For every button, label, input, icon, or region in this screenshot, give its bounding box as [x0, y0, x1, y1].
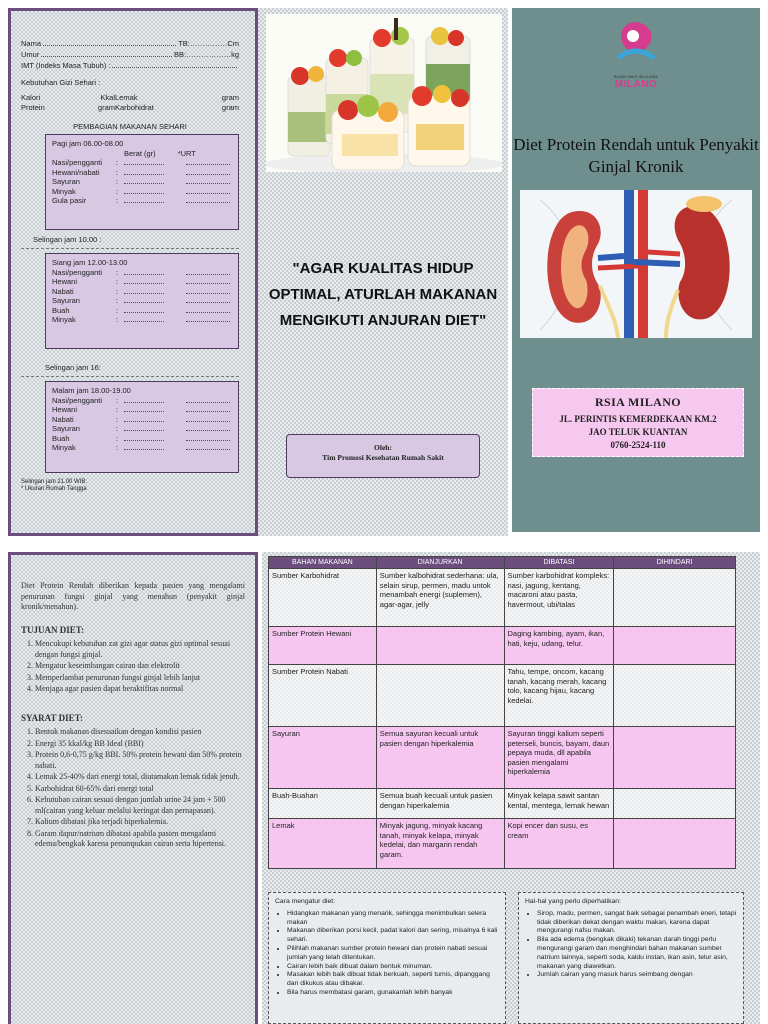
fill-line: [186, 169, 230, 175]
colon: :: [115, 277, 118, 286]
meal-title: Pagi jam 06.00-08.00: [52, 139, 124, 148]
fill-line: [124, 444, 164, 450]
team-name: Tim Promosi Kesehatan Rumah Sakit: [322, 453, 444, 462]
syarat-list: [21, 727, 245, 850]
logo-text: MILANO: [614, 79, 658, 90]
meal-item-label: Hewani: [52, 405, 78, 414]
fill-line: [186, 435, 230, 441]
colon: :: [115, 196, 118, 205]
kidney-illustration: [520, 190, 752, 338]
tujuan-item: 1. Mencukupi kebutuhan zat gizi agar status gizi optimal sesuai dengan fungsi ginjal.: [35, 639, 245, 660]
table-cell: Minyak jagung, minyak kacang tanah, minyak kelapa, minyak kedelai, dan margarin rendah garam.: [376, 819, 504, 869]
gizi-cell: Karbohidrat: [115, 103, 154, 112]
tujuan-title: TUJUAN DIET:: [21, 624, 85, 635]
table-cell: [614, 727, 736, 789]
fill-line: [124, 425, 164, 431]
gizi-row: [21, 103, 239, 112]
col-berat: Berat (gr): [124, 148, 156, 158]
table-cell: Semua buah kecuali untuk pasien dengan hiperkalemia: [376, 789, 504, 819]
meal-title: Malam jam 18.00-19.00: [52, 386, 131, 395]
oleh-label: Oleh:: [374, 443, 392, 452]
diet-tips-box: [268, 892, 506, 1024]
gizi-cell: Kkal: [100, 93, 115, 102]
meal-item: [52, 415, 232, 425]
field-label: IMT (Indeks Masa Tubuh) :: [21, 61, 111, 70]
meal-box-pagi: [45, 134, 239, 230]
syarat-item: 6. Kebutuhan cairan sesuai dengan jumlah urine 24 jam + 500 ml(cairan yang keluar melalui keringat dan pernapasan).: [35, 795, 245, 816]
fill-line: [186, 188, 230, 194]
table-cell: Sumber karbohidrat kompleks: nasi, jagung, kentang, macaroni atau pasta, havermout, ubi/talas: [504, 569, 614, 627]
colon: :: [115, 433, 118, 443]
meal-item: [52, 296, 232, 306]
meal-item-label: Buah: [52, 305, 70, 315]
fill-line: [186, 425, 230, 431]
motto-quote: "AGAR KUALITAS HIDUP OPTIMAL, ATURLAH MAKANAN MENGIKUTI ANJURAN DIET": [268, 260, 498, 329]
col-urt: *URT: [177, 148, 196, 158]
fill-line: [124, 159, 164, 165]
table-cell: Minyak kelapa sawit santan kental, mentega, lemak hewan: [504, 789, 614, 819]
tip-item: • Bila harus membatasi garam, gunakanlah lebih banyak: [287, 989, 499, 998]
gizi-table: [21, 93, 239, 112]
table-cell: [614, 627, 736, 665]
attention-item: • Jumlah cairan yang masuk harus seimbang dengan: [537, 971, 737, 980]
meal-item-label: Hewani/nabati: [52, 167, 100, 177]
table-cell: Semua sayuran kecuali untuk pasien dengan hiperkalemia: [376, 727, 504, 789]
fill-line: [186, 316, 230, 322]
meal-item: [52, 196, 232, 206]
colon: :: [115, 177, 118, 186]
gizi-cell: Protein: [21, 103, 45, 112]
fill-line: [124, 307, 164, 313]
fill-line: [186, 297, 230, 303]
meal-item: [52, 287, 232, 297]
fill-line: [124, 288, 164, 294]
meal-item: [52, 424, 232, 434]
table-cell: [614, 789, 736, 819]
meal-item-label: Gula pasir: [52, 196, 87, 205]
fill-line: [124, 406, 164, 412]
attention-item: • Bila ada edema (bengkak dikaki) tekanan darah tinggi perlu mengurangi garam dan menghindari bahan makanan sumber natrium lainnya, seperti soda, kaldu instan, ikan asin, telur asin, makanan yang diawetkan.: [537, 936, 737, 971]
table-cell: Buah-Buahan: [269, 789, 377, 819]
attention-box: [518, 892, 744, 1024]
meal-box-malam: [45, 381, 239, 473]
table-cell: [614, 569, 736, 627]
address-line-1: JL. PERINTIS KEMERDEKAAN KM.2: [559, 414, 717, 424]
meal-item: [52, 396, 232, 406]
fill-line: [186, 397, 230, 403]
syarat-item: 3. Protein 0,6-0,75 g/kg BBI. 50% protein hewani dan 50% protein nabati.: [35, 750, 245, 771]
meal-item: [52, 434, 232, 444]
patient-field: [21, 39, 239, 48]
milano-logo-icon: [608, 18, 664, 70]
meal-item-label: Buah: [52, 433, 70, 443]
colon: :: [115, 267, 118, 277]
table-cell: Sumber kalbohidrat sederhana: ula, selain sirup, permen, madu untok menambah energi (suplemen), agar-agar, jelly: [376, 569, 504, 627]
fill-line: [186, 159, 230, 165]
syarat-item: 5. Karbohidrat 60-65% dari energi total: [35, 784, 245, 795]
syarat-title: SYARAT DIET:: [21, 712, 83, 723]
selingan-1: Selingan jam 10.00 :: [33, 235, 102, 244]
attention-title: Hal-hal yang perlu diperhatikan:: [525, 898, 621, 905]
tips-title: Cara mengatur diet:: [275, 898, 336, 905]
brochure-title: Diet Protein Rendah untuk Penyakit Ginjal Kronik: [513, 135, 759, 176]
fill-line: [124, 416, 164, 422]
table-header-cell: DIANJURKAN: [376, 557, 504, 569]
dessert-photo: [266, 14, 502, 172]
colon: :: [115, 395, 118, 405]
gizi-cell: Kalori: [21, 93, 41, 102]
meal-item: [52, 306, 232, 316]
meal-item: [52, 268, 232, 278]
meal-item: [52, 168, 232, 178]
table-row: [269, 727, 736, 789]
tujuan-item: 4. Menjaga agar pasien dapat beraktifitas normal: [35, 684, 245, 695]
tip-item: • Cairan lebih baik dibuat dalam bentuk minuman.: [287, 963, 499, 972]
meal-title: Siang jam 12.00-13.00: [52, 258, 128, 267]
colon: :: [115, 443, 118, 452]
meal-item-label: Nabati: [52, 414, 74, 424]
syarat-item: 1. Bentuk makanan disesuaikan dengan kondisi pasien: [35, 727, 245, 738]
table-row: [269, 569, 736, 627]
cover-panel: [512, 8, 760, 532]
field-label: Nama: [21, 39, 42, 48]
diet-info-panel: [8, 552, 258, 1024]
tip-item: • Hidangkan makanan yang menarik, sehingga menimbulkan selera makan: [287, 910, 499, 928]
gizi-cell: Lemak: [115, 93, 138, 102]
fill-line: [124, 188, 164, 194]
table-cell: [614, 665, 736, 727]
tip-item: • Masakan lebih baik dibuat tidak berkuah, seperti tumis, dipanggang dan dikukus atau dibakar.: [287, 971, 499, 989]
colon: :: [115, 167, 118, 177]
fill-line: [124, 178, 164, 184]
phone-number: 0760-2524-110: [610, 440, 666, 450]
address-box: [532, 388, 744, 457]
gizi-cell: gram: [221, 103, 239, 112]
tujuan-item: 2. Mengatur keseimbangan cairan dan elektrolit: [35, 661, 245, 672]
colon: :: [115, 158, 118, 167]
table-row: [269, 627, 736, 665]
table-cell: [376, 627, 504, 665]
table-cell: Kopi encer dan susu, es cream: [504, 819, 614, 869]
meal-item-label: Minyak: [52, 443, 76, 452]
meal-item: [52, 315, 232, 325]
table-cell: Daging kambing, ayam, ikan, hati, keju, udang, telur.: [504, 627, 614, 665]
gizi-cell: gram: [221, 93, 239, 102]
meal-item: [52, 443, 232, 453]
colon: :: [115, 305, 118, 315]
meal-box-siang: [45, 253, 239, 349]
table-cell: Sayuran: [269, 727, 377, 789]
selingan-2: Selingan jam 16:: [45, 363, 101, 372]
table-cell: [614, 819, 736, 869]
gizi-cell: gram: [97, 103, 115, 112]
table-cell: Sumber Protein Hewani: [269, 627, 377, 665]
fill-line: [112, 62, 237, 68]
gizi-row: [21, 93, 239, 102]
author-box: [286, 434, 480, 478]
tujuan-item: 3. Memperlambat penurunan fungsi ginjal lebih lanjut: [35, 673, 245, 684]
logo-subtitle: RUMAH SAKIT IBU & ANAK: [613, 75, 659, 79]
meal-item: [52, 158, 232, 168]
fill-line: [186, 197, 230, 203]
table-cell: Sumber Protein Nabati: [269, 665, 377, 727]
meal-item: [52, 187, 232, 197]
meal-item-label: Nabati: [52, 286, 74, 296]
fill-line: [124, 169, 164, 175]
fill-line: [124, 316, 164, 322]
fill-line: [186, 288, 230, 294]
diet-form-panel: [8, 8, 258, 536]
table-cell: Tahu, tempe, oncom, kacang tanah, kacang merah, kacang tolo, kacang hijau, kacang kedelai.: [504, 665, 614, 727]
fill-line: [41, 51, 172, 57]
fill-line: [186, 269, 230, 275]
hospital-name: RSIA MILANO: [594, 395, 682, 409]
field-label: Umur: [21, 50, 40, 59]
footnote-urt: * Ukuran Rumah Tangga: [21, 486, 87, 492]
table-cell: Lemak: [269, 819, 377, 869]
meal-item-label: Nasi/pengganti: [52, 267, 103, 277]
intro-text: Diet Protein Rendah diberikan kepada pasien yang mengalami penurunan fungsi ginjal yang menahun (penyakit ginjal kronik/menahun).: [21, 581, 245, 611]
table-row: [269, 665, 736, 727]
colon: :: [115, 296, 118, 305]
field-right: TB:……………Cm: [178, 39, 239, 48]
fill-line: [43, 40, 176, 46]
colon: :: [115, 315, 118, 324]
meal-item-label: Nasi/pengganti: [52, 395, 103, 405]
patient-field: [21, 50, 239, 59]
meal-item-label: Sayuran: [52, 177, 80, 186]
attention-item: • Sirop, madu, permen, sangat baik sebagai penambah eneri, tetapi tidak diberikan dekat dengan waktu makan, karena dapat mengurangi nafsu makan.: [537, 910, 737, 936]
meal-item: [52, 277, 232, 287]
gizi-title: Kebutuhan Gizi Sehari :: [21, 78, 101, 87]
table-header-cell: BAHAN MAKANAN: [269, 557, 377, 569]
footnote-selingan: Selingan jam 21.00 WIB:: [21, 479, 88, 485]
table-cell: [376, 665, 504, 727]
colon: :: [115, 186, 118, 196]
patient-field: [21, 61, 239, 70]
meal-item: [52, 405, 232, 415]
fill-line: [124, 435, 164, 441]
fill-line: [124, 297, 164, 303]
table-header-cell: DIHINDARI: [614, 557, 736, 569]
colon: :: [115, 414, 118, 424]
colon: :: [115, 424, 118, 433]
fill-line: [124, 397, 164, 403]
fill-line: [186, 278, 230, 284]
colon: :: [115, 286, 118, 296]
quote-panel: [258, 8, 508, 536]
tujuan-list: [21, 639, 245, 695]
fill-line: [124, 278, 164, 284]
fill-line: [186, 416, 230, 422]
food-table: [268, 556, 736, 869]
fill-line: [186, 178, 230, 184]
table-cell: Sumber Karbohidrat: [269, 569, 377, 627]
syarat-item: 2. Energi 35 kkal/kg BB Ideal (BBI): [35, 739, 245, 750]
table-cell: Sayuran tinggi kalium seperti peterseli, buncis, bayam, daun pepaya muda, dll apabila pasien mengalami hiperkalemia: [504, 727, 614, 789]
fill-line: [186, 444, 230, 450]
fill-line: [186, 406, 230, 412]
table-header-row: [269, 557, 736, 569]
meal-item: [52, 177, 232, 187]
meal-item-label: Sayuran: [52, 424, 80, 433]
syarat-item: 8. Garam dapur/natrium dibatasi apabila pasien mengalami edema/bengkak karena penumpukan cairan serta hipertensi.: [35, 829, 245, 850]
patient-fields: [21, 39, 239, 70]
meal-item-label: Nasi/pengganti: [52, 158, 103, 167]
meal-item-label: Sayuran: [52, 296, 80, 305]
tip-item: • Makanan diberikan porsi kecil, padat kalori dan sering, misalnya 6 kali sehari.: [287, 927, 499, 945]
hospital-logo: [512, 18, 760, 90]
table-header-cell: DIBATASI: [504, 557, 614, 569]
address-line-2: JAO TELUK KUANTAN: [588, 427, 688, 437]
pembagian-title: PEMBAGIAN MAKANAN SEHARI: [73, 122, 187, 131]
meal-item-label: Hewani: [52, 277, 78, 286]
syarat-item: 7. Kalium dibatasi jika terjadi hiperkalemia.: [35, 817, 245, 828]
fill-line: [124, 269, 164, 275]
syarat-item: 4. Lemak 25-40% dari energi total, diutamakan lemak tidak jenuh.: [35, 772, 245, 783]
fill-line: [186, 307, 230, 313]
colon: :: [115, 405, 118, 414]
table-row: [269, 819, 736, 869]
meal-item-label: Minyak: [52, 315, 76, 324]
meal-item-label: Minyak: [52, 186, 76, 196]
fill-line: [124, 197, 164, 203]
table-row: [269, 789, 736, 819]
tip-item: • Pilihlah makanan sumber protein hewani dan protein nabati sesuai jumlah yang telah ditentukan.: [287, 945, 499, 963]
field-right: BB:………………kg: [173, 50, 239, 59]
